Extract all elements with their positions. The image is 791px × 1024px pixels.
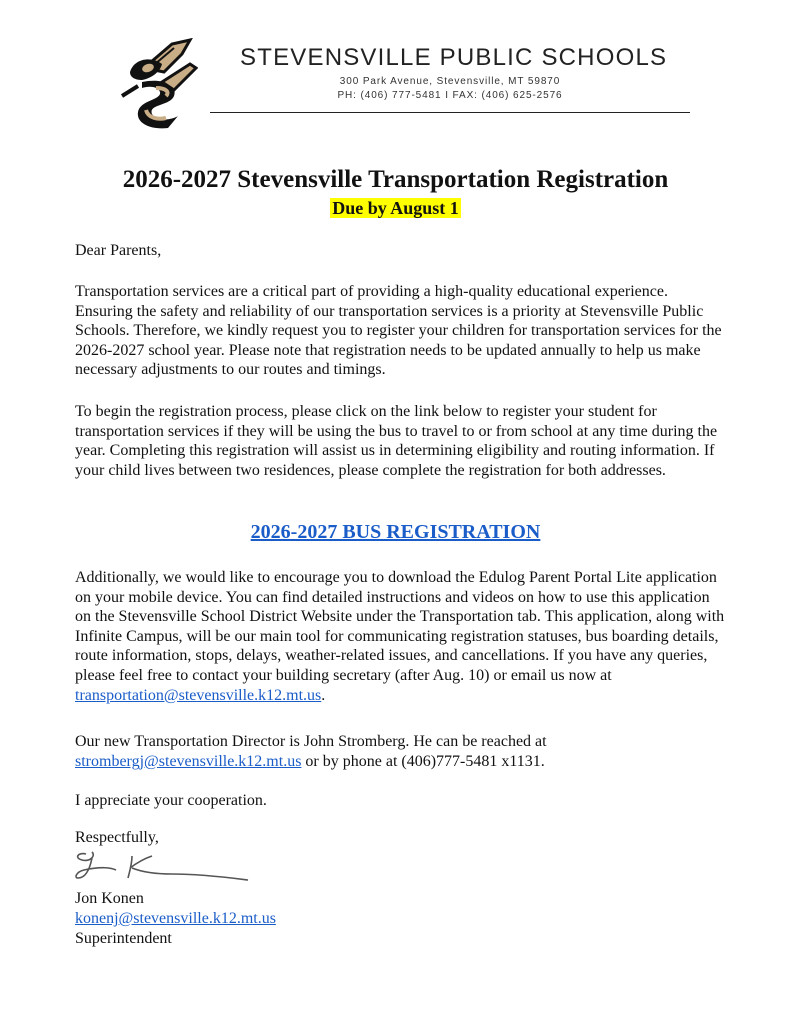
signer-name: Jon Konen: [75, 890, 144, 907]
paragraph-registration-instructions: To begin the registration process, please click on the link below to register your student for transportation services if they will be using the bus to travel to or from school at any time during the year. Completing this registration will assist us in determining eligibility and routing information. If your child lives between two residences, please complete the registration for both addresses.: [75, 403, 718, 479]
director-text: Our new Transportation Director is John Stromberg. He can be reached at: [75, 733, 547, 750]
letterhead: [0, 0, 791, 140]
paragraph-director-contact: [75, 732, 725, 771]
signer-email-link[interactable]: konenj@stevensville.k12.mt.us: [75, 910, 276, 927]
director-phone-text: or by phone at (406)777-5481 x1131.: [301, 752, 545, 770]
bus-registration-link[interactable]: 2026-2027 BUS REGISTRATION: [250, 521, 541, 543]
salutation: Dear Parents,: [75, 242, 162, 259]
parent-portal-text-end: .: [321, 686, 326, 704]
parent-portal-text: Additionally, we would like to encourage you to download the Edulog Parent Portal Lite application on your mobile device. You can find detailed instructions and videos on how to use this application on the Stevensville School District Website under the Transportation tab. This application, along with Infinite Campus, will be our main tool for communicating registration statuses, bus boarding details, route information, stops, delays, weather-related issues, and cancellations. If you have any queries, please feel free to contact your building secretary (after Aug. 10) or email us now at: [75, 569, 725, 684]
director-email-link[interactable]: strombergj@stevensville.k12.mt.us: [75, 752, 302, 770]
due-date-notice: Due by August 1: [332, 198, 459, 218]
signature-image: [72, 848, 252, 886]
sign-off: Respectfully,: [75, 829, 159, 846]
paragraph-intro: Transportation services are a critical part of providing a high-quality educational experience. Ensuring the safety and reliability of our transportation services is a priority at Stevensville Public Schools. Therefore, we kindly request you to register your children for transportation services for the 2026-2027 school year. Please note that registration needs to be updated annually to help us make necessary adjustments to our routes and timings.: [75, 283, 722, 379]
school-phone-fax: PH: (406) 777-5481 I FAX: (406) 625-2576: [337, 90, 563, 101]
school-name: STEVENSVILLE PUBLIC SCHOOLS: [240, 44, 668, 71]
appreciation-line: I appreciate your cooperation.: [75, 792, 267, 809]
due-notice-wrapper: [0, 198, 791, 219]
registration-link-wrapper: [0, 521, 791, 544]
school-address: 300 Park Avenue, Stevensville, MT 59870: [339, 76, 561, 87]
header-divider: [210, 112, 690, 113]
transportation-email-link[interactable]: transportation@stevensville.k12.mt.us: [75, 686, 322, 704]
document-title: 2026-2027 Stevensville Transportation Registration: [122, 166, 669, 193]
signer-title: Superintendent: [75, 930, 172, 947]
paragraph-parent-portal: [75, 568, 725, 705]
hornet-mascot-icon: [112, 38, 198, 130]
